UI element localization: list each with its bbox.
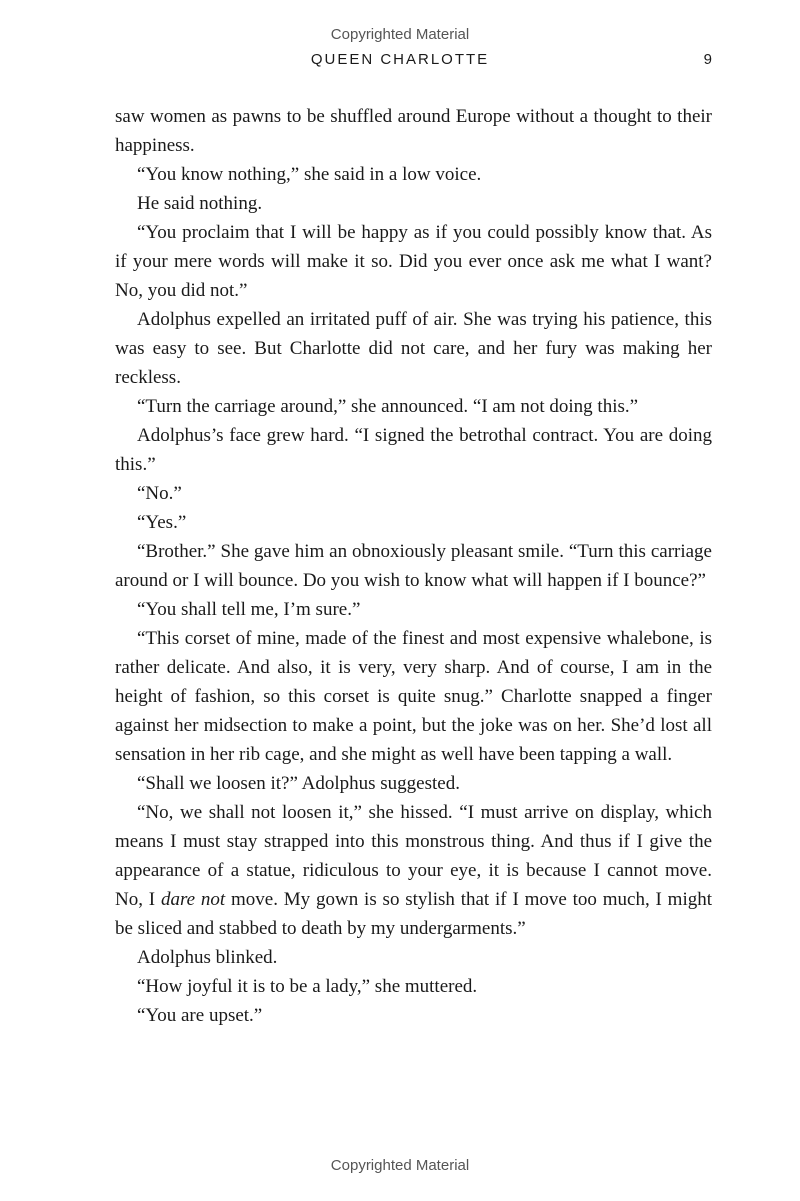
paragraph-text: move. My gown is so stylish that if I move too much, I might be sliced and stabbed to death by my undergarments.” [115,889,712,939]
paragraph: “Brother.” She gave him an obnoxiously pleasant smile. “Turn this carriage around or I will bounce. Do you wish to know what will happen if I bounce?” [115,541,712,591]
paragraph: He said nothing. [137,193,263,214]
paragraph: “You know nothing,” she said in a low voice. [137,164,482,185]
paragraph-text: “No, we shall not loosen it,” she hissed. “I must arrive on display, which means I must stay strapped into this monstrous thing. And thus if I give the appearance of a statue, ridiculous to your eye, it is because I cannot move. No, I [115,802,712,910]
copyright-watermark-top: Copyrighted Material [330,26,470,43]
paragraph: Adolphus’s face grew hard. “I signed the betrothal contract. You are doing this.” [115,425,712,475]
paragraph: Adolphus blinked. [137,947,278,968]
running-header [0,51,800,73]
emphasized-text: dare not [160,889,226,910]
paragraph: “No.” [137,483,182,504]
paragraph: “Turn the carriage around,” she announced. “I am not doing this.” [137,396,639,417]
paragraph: “Shall we loosen it?” Adolphus suggested. [137,773,460,794]
paragraph: “This corset of mine, made of the finest and most expensive whalebone, is rather delicate. And also, it is very, very sharp. And of course, I am in the height of fashion, so this corset is quite snug.” Charlotte snapped a finger against her midsection to make a point, but the joke was on her. She’d lost all sensation in her rib cage, and she might as well have been tapping a wall. [115,628,712,765]
paragraph: Adolphus expelled an irritated puff of air. She was trying his patience, this was easy to see. But Charlotte did not care, and her fury was making her reckless. [115,309,712,388]
paragraph: “You are upset.” [137,1005,263,1026]
paragraph: “Yes.” [137,512,187,533]
paragraph: “How joyful it is to be a lady,” she muttered. [137,976,478,997]
copyright-watermark-bottom: Copyrighted Material [330,1157,470,1174]
paragraph: “You proclaim that I will be happy as if you could possibly know that. As if your mere words will make it so. Did you ever once ask me what I want? No, you did not.” [115,222,712,301]
paragraph-with-emphasis [115,798,712,943]
running-title: QUEEN CHARLOTTE [310,51,490,68]
body-text [115,102,712,1030]
paragraph: saw women as pawns to be shuffled around Europe without a thought to their happiness. [115,106,712,156]
paragraph: “You shall tell me, I’m sure.” [137,599,361,620]
page-number: 9 [703,51,712,68]
